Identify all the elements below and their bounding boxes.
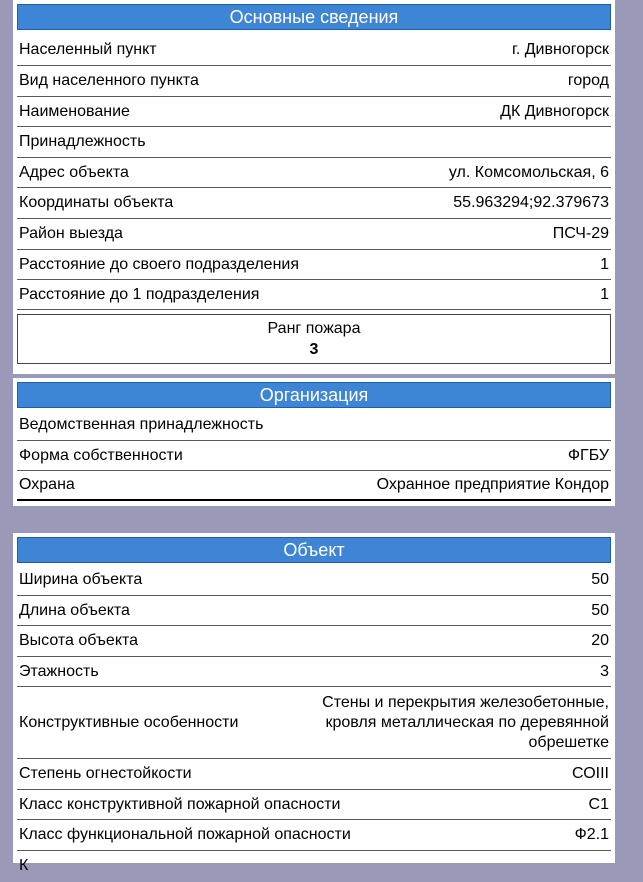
- org-row-ownership: [17, 441, 611, 471]
- basic-info-header: Основные сведения: [17, 4, 611, 30]
- row-label: Высота объекта: [19, 632, 139, 649]
- info-row-settlement: [17, 35, 611, 66]
- row-value: 20: [591, 632, 609, 649]
- info-row-coordinates: [17, 188, 611, 219]
- row-label: Ширина объекта: [19, 571, 143, 588]
- object-row-floors: [17, 657, 611, 687]
- row-value: 3: [600, 662, 609, 680]
- row-label: Длина объекта: [19, 601, 130, 619]
- object-row-fire-resistance: [17, 759, 611, 790]
- info-row-name: [17, 97, 611, 127]
- org-row-department: [17, 410, 611, 441]
- row-value: Охранное предприятие Кондор: [376, 476, 609, 493]
- row-label: Принадлежность: [19, 133, 146, 150]
- row-label: Наименование: [19, 102, 130, 120]
- row-value: 50: [591, 571, 609, 588]
- info-row-own-unit-distance: [17, 250, 611, 280]
- row-label: Класс функциональной пожарной опасности: [19, 826, 351, 843]
- row-label: Расстояние до 1 подразделения: [19, 285, 260, 303]
- fire-rank-box: [17, 314, 611, 364]
- row-value: СОIII: [572, 765, 609, 782]
- row-label: Охрана: [19, 476, 75, 493]
- object-row-partial: [17, 851, 611, 882]
- row-label: Этажность: [19, 662, 99, 680]
- object-row-width: [17, 565, 611, 596]
- fire-rank-value: 3: [309, 341, 319, 358]
- row-value: ПСЧ-29: [552, 225, 609, 242]
- row-label: Расстояние до своего подразделения: [19, 255, 300, 273]
- row-value: 50: [591, 601, 609, 619]
- row-label: Класс конструктивной пожарной опасности: [19, 795, 341, 813]
- object-row-length: [17, 596, 611, 626]
- info-row-unit1-distance: [17, 280, 611, 310]
- object-row-functional-class: [17, 820, 611, 851]
- row-value: С1: [588, 795, 609, 813]
- fire-rank-title: Ранг пожара: [267, 320, 361, 337]
- row-value: г. Дивногорск: [511, 41, 609, 58]
- row-value: ДК Дивногорск: [500, 102, 609, 120]
- row-value: 1: [600, 285, 609, 303]
- info-row-district: [17, 219, 611, 250]
- row-label: Населенный пункт: [19, 41, 157, 58]
- row-label: К: [19, 857, 29, 874]
- row-value: Стены и перекрытия железобетонные, кровля металлическая по деревянной обрешетке: [322, 693, 609, 751]
- info-row-settlement-type: [17, 66, 611, 97]
- object-panel: [13, 533, 615, 874]
- row-value: город: [567, 72, 609, 89]
- basic-info-panel: [13, 0, 615, 374]
- row-value: ФГБУ: [567, 446, 609, 464]
- row-label: Адрес объекта: [19, 163, 129, 181]
- info-row-address: [17, 158, 611, 188]
- object-row-construction: [17, 687, 611, 759]
- organization-panel: [13, 378, 615, 506]
- organization-header: Организация: [17, 382, 611, 408]
- row-label: Форма собственности: [19, 446, 183, 464]
- row-label: Район выезда: [19, 225, 123, 242]
- row-label: Координаты объекта: [19, 194, 174, 211]
- row-label: Ведомственная принадлежность: [19, 416, 264, 433]
- row-label: Вид населенного пункта: [19, 72, 199, 89]
- info-row-affiliation: [17, 127, 611, 158]
- object-header: Объект: [17, 537, 611, 563]
- row-label: Степень огнестойкости: [19, 765, 192, 782]
- row-value: Ф2.1: [574, 826, 609, 843]
- row-value: ул. Комсомольская, 6: [448, 163, 609, 181]
- org-row-security: [17, 471, 611, 501]
- row-value: 1: [600, 255, 609, 273]
- object-row-structural-class: [17, 790, 611, 820]
- object-row-height: [17, 626, 611, 657]
- row-value: 55.963294;92.379673: [453, 194, 609, 211]
- row-label: Конструктивные особенности: [19, 713, 239, 731]
